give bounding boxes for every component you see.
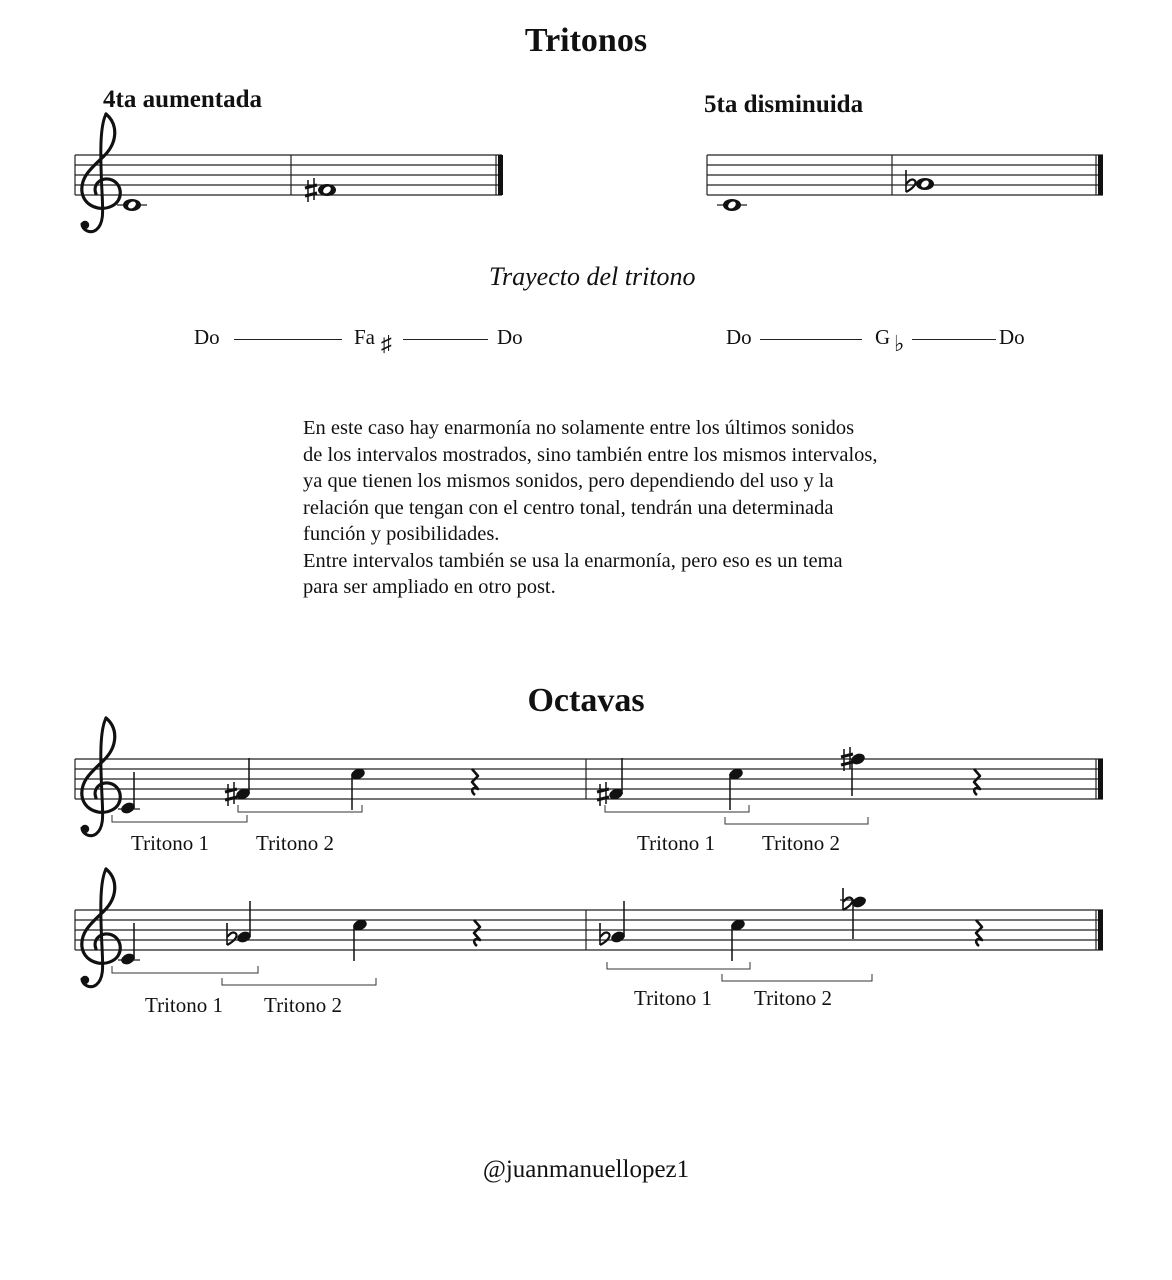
note-c4 xyxy=(723,199,741,211)
paragraph-line: relación que tengan con el centro tonal, tendrán una determinada xyxy=(303,496,834,519)
staff-octavas-sharp xyxy=(75,718,1103,836)
paragraph-line: función y posibilidades. xyxy=(303,523,500,545)
paragraph-line: Entre intervalos también se usa la enarmonía, pero eso es un tema xyxy=(303,549,843,572)
note-gflat4 xyxy=(916,178,934,190)
paragraph-line: ya que tienen los mismos sonidos, pero dependiendo del uso y la xyxy=(303,470,834,492)
path-right-end: Do xyxy=(999,325,1025,349)
tritono-label: Tritono 2 xyxy=(762,831,841,855)
octavas-title: Octavas xyxy=(527,682,645,719)
path-left-start: Do xyxy=(194,325,220,349)
paragraph-line: para ser ampliado en otro post. xyxy=(303,576,556,598)
note-fsharp4 xyxy=(318,184,336,196)
staff-octavas-flat xyxy=(75,869,1103,987)
note-c4 xyxy=(123,199,141,211)
tritono-label: Tritono 1 xyxy=(637,831,716,855)
heading-5ta-disminuida: 5ta disminuida xyxy=(704,91,864,118)
path-right-start: Do xyxy=(726,325,752,349)
tritono-label: Tritono 2 xyxy=(754,986,833,1010)
sharp-icon xyxy=(305,178,317,202)
heading-4ta-aumentada: 4ta aumentada xyxy=(103,86,263,113)
author-handle: @juanmanuellopez1 xyxy=(482,1156,690,1183)
flat-icon: ♭ xyxy=(894,331,905,356)
tritono-label: Tritono 1 xyxy=(131,831,210,855)
tritono-label: Tritono 2 xyxy=(256,831,335,855)
paragraph-line: En este caso hay enarmonía no solamente entre los últimos sonidos xyxy=(303,417,855,439)
rest-icon xyxy=(974,769,980,795)
staff-4ta-aumentada xyxy=(75,114,503,232)
rest-icon xyxy=(472,769,478,795)
tritono-label: Tritono 2 xyxy=(264,993,343,1017)
staff-5ta-disminuida xyxy=(707,155,1103,211)
tritonos-title: Tritonos xyxy=(524,22,648,59)
path-right-middle: G xyxy=(875,325,891,349)
path-left-end: Do xyxy=(497,325,523,349)
trayecto-title: Trayecto del tritono xyxy=(489,262,696,291)
sharp-icon: ♯ xyxy=(381,331,392,356)
tritono-label: Tritono 1 xyxy=(145,993,224,1017)
flat-icon xyxy=(906,170,916,192)
path-left-middle: Fa xyxy=(354,325,375,349)
tritono-label: Tritono 1 xyxy=(634,986,713,1010)
rest-icon xyxy=(976,920,982,946)
enharmony-paragraph xyxy=(303,415,983,601)
paragraph-line: de los intervalos mostrados, sino también entre los mismos intervalos, xyxy=(303,443,878,466)
rest-icon xyxy=(474,920,480,946)
